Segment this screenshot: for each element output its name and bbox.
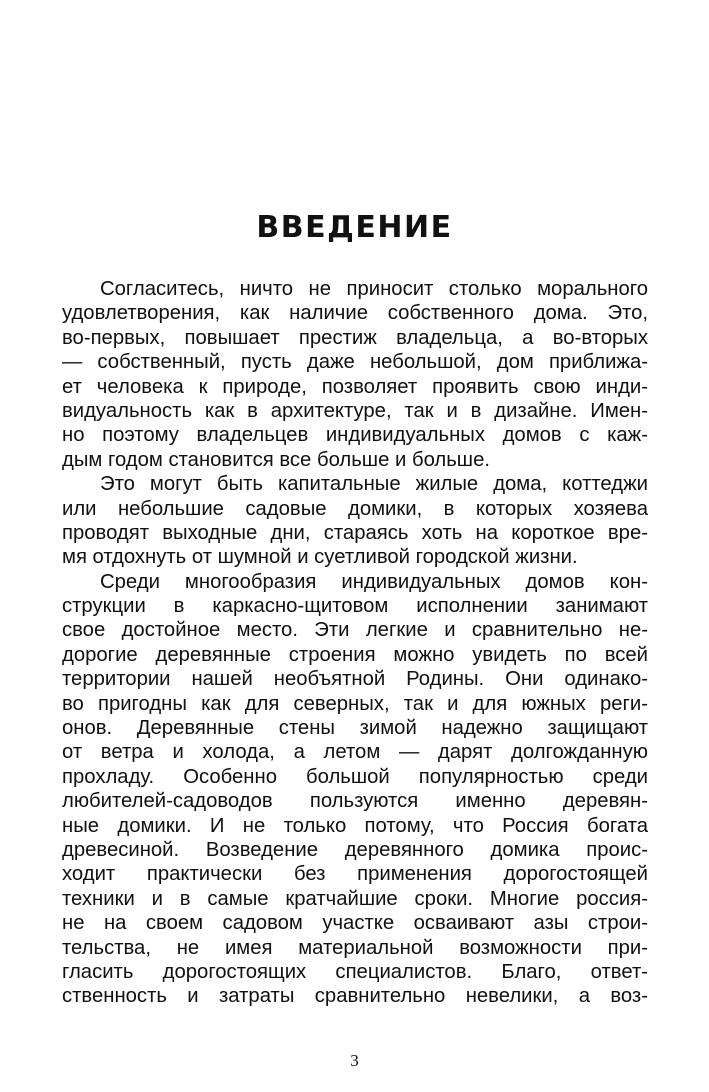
- text-line: Это могут быть капитальные жилые дома, коттеджи: [100, 473, 648, 496]
- text-line: ходит практически без применения дорогостоящей: [62, 863, 648, 886]
- text-line: но поэтому владельцев индивидуальных домов с каж-: [62, 424, 648, 447]
- body-text: [62, 277, 648, 1009]
- paragraph-1: [62, 277, 648, 472]
- text-line: ет человека к природе, позволяет проявить свою инди-: [62, 375, 648, 398]
- text-line: дым годом становится все больше и больше.: [62, 448, 490, 471]
- text-line: территории нашей необъятной Родины. Они одинако-: [62, 668, 648, 691]
- text-line: прохладу. Особенно большой популярностью среди: [62, 765, 648, 788]
- text-line: Среди многообразия индивидуальных домов кон-: [100, 570, 648, 593]
- text-line: ные домики. И не только потому, что Россия богата: [62, 814, 648, 837]
- text-line: ственность и затраты сравнительно невелики, а воз-: [62, 985, 648, 1008]
- text-line: удовлетворения, как наличие собственного дома. Это,: [62, 302, 648, 325]
- text-line: от ветра и холода, а летом — дарят долгожданную: [62, 741, 648, 764]
- paragraph-2: [62, 472, 648, 570]
- text-line: струкции в каркасно-щитовом исполнении занимают: [62, 595, 648, 618]
- text-line: тельства, не имея материальной возможности при-: [62, 936, 648, 959]
- text-line: свое достойное место. Эти легкие и сравнительно не-: [62, 619, 648, 642]
- text-line: мя отдохнуть от шумной и суетливой городской жизни.: [62, 546, 578, 569]
- text-line: или небольшие садовые домики, в которых хозяева: [62, 497, 648, 520]
- text-line: Согласитесь, ничто не приносит столько морального: [100, 278, 648, 300]
- text-line: гласить дорогостоящих специалистов. Благо, ответ-: [62, 960, 648, 983]
- page-number: 3: [350, 1051, 359, 1070]
- text-line: — собственный, пусть даже небольшой, дом приближа-: [62, 351, 648, 374]
- text-line: дорогие деревянные строения можно увидеть по всей: [62, 643, 648, 666]
- text-line: древесиной. Возведение деревянного домика проис-: [62, 838, 648, 861]
- text-line: проводят выходные дни, стараясь хоть на короткое вре-: [62, 521, 648, 544]
- text-line: техники и в самые кратчайшие сроки. Многие россия-: [62, 887, 648, 910]
- text-line: не на своем садовом участке осваивают азы строи-: [62, 912, 648, 935]
- chapter-title: ВВЕДЕНИЕ: [256, 210, 453, 245]
- paragraph-3: [62, 570, 648, 1009]
- text-line: во пригодны как для северных, так и для южных реги-: [62, 692, 648, 715]
- text-line: любителей-садоводов пользуются именно деревян-: [62, 790, 648, 813]
- text-line: во-первых, повышает престиж владельца, а во-вторых: [62, 326, 648, 349]
- text-line: онов. Деревянные стены зимой надежно защищают: [62, 717, 648, 740]
- text-line: видуальность как в архитектуре, так и в дизайне. Имен-: [62, 399, 648, 422]
